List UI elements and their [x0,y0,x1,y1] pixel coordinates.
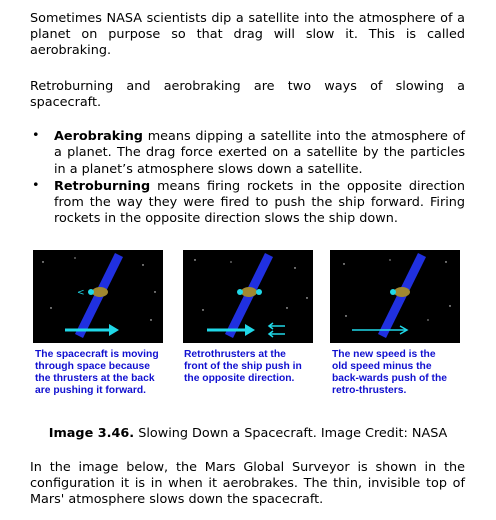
figure-label: Image 3.46. [48,426,135,441]
definition-retroburning: means firing rockets in the opposite direction from the way they were fired to push the ship forward. Firing rockets in the opposite direction slows the ship down. [54,178,465,227]
spacecraft-retrothrust-illustration [183,250,313,343]
spacecraft-body [92,287,108,297]
panel-caption-retrothrusters: Retrothrusters at the front of the ship push in the opposite direction. [184,349,302,384]
bullet-icon: • [32,128,40,143]
panel-caption-cruising: The spacecraft is moving through space because the thrusters at the back are pushing it forward. [35,349,159,396]
ways-paragraph: Retroburning and aerobraking are two ways of slowing a spacecraft. [30,79,465,110]
term-retroburning: Retroburning [54,178,151,194]
spacecraft-body [394,287,410,297]
bullet-icon: • [32,177,40,193]
intro-paragraph: Sometimes NASA scientists dip a satellite into the atmosphere of a planet on purpose so that drag will slow it. This is called aerobraking. [30,11,465,58]
rear-thruster-icon [390,289,396,295]
definition-aerobraking: means dipping a satellite into the atmosphere of a planet. The drag force exerted on a satellite by the particles in a planet’s atmosphere slows down a satellite. [54,129,465,177]
figure-panel-retrothrusters [183,250,313,343]
figure-panel-new-speed [330,250,460,343]
term-aerobraking: Aerobraking [54,129,143,144]
figure-caption-text: Slowing Down a Spacecraft. Image Credit: NASA [134,426,448,441]
figure-panel-cruising [33,250,163,343]
panel-caption-new-speed: The new speed is the old speed minus the back-wards push of the retro-thrusters. [332,349,448,396]
closing-paragraph: In the image below, the Mars Global Surveyor is shown in the configuration it is in when it aerobrakes. The thin, invisible top of Mars' atmosphere slows down the spacecraft. [30,460,465,507]
list-item-aerobraking [30,129,465,178]
spacecraft-slowed-illustration [330,250,460,343]
front-thruster-icon [256,289,262,295]
definitions-list [30,129,465,229]
rear-thruster-icon [88,289,94,295]
spacecraft-cruising-illustration [33,250,163,343]
rear-thruster-icon [237,289,243,295]
spacecraft-body [241,287,257,297]
list-item-retroburning [30,179,465,228]
svg-text:<: < [77,288,85,298]
figure-caption [0,426,496,441]
